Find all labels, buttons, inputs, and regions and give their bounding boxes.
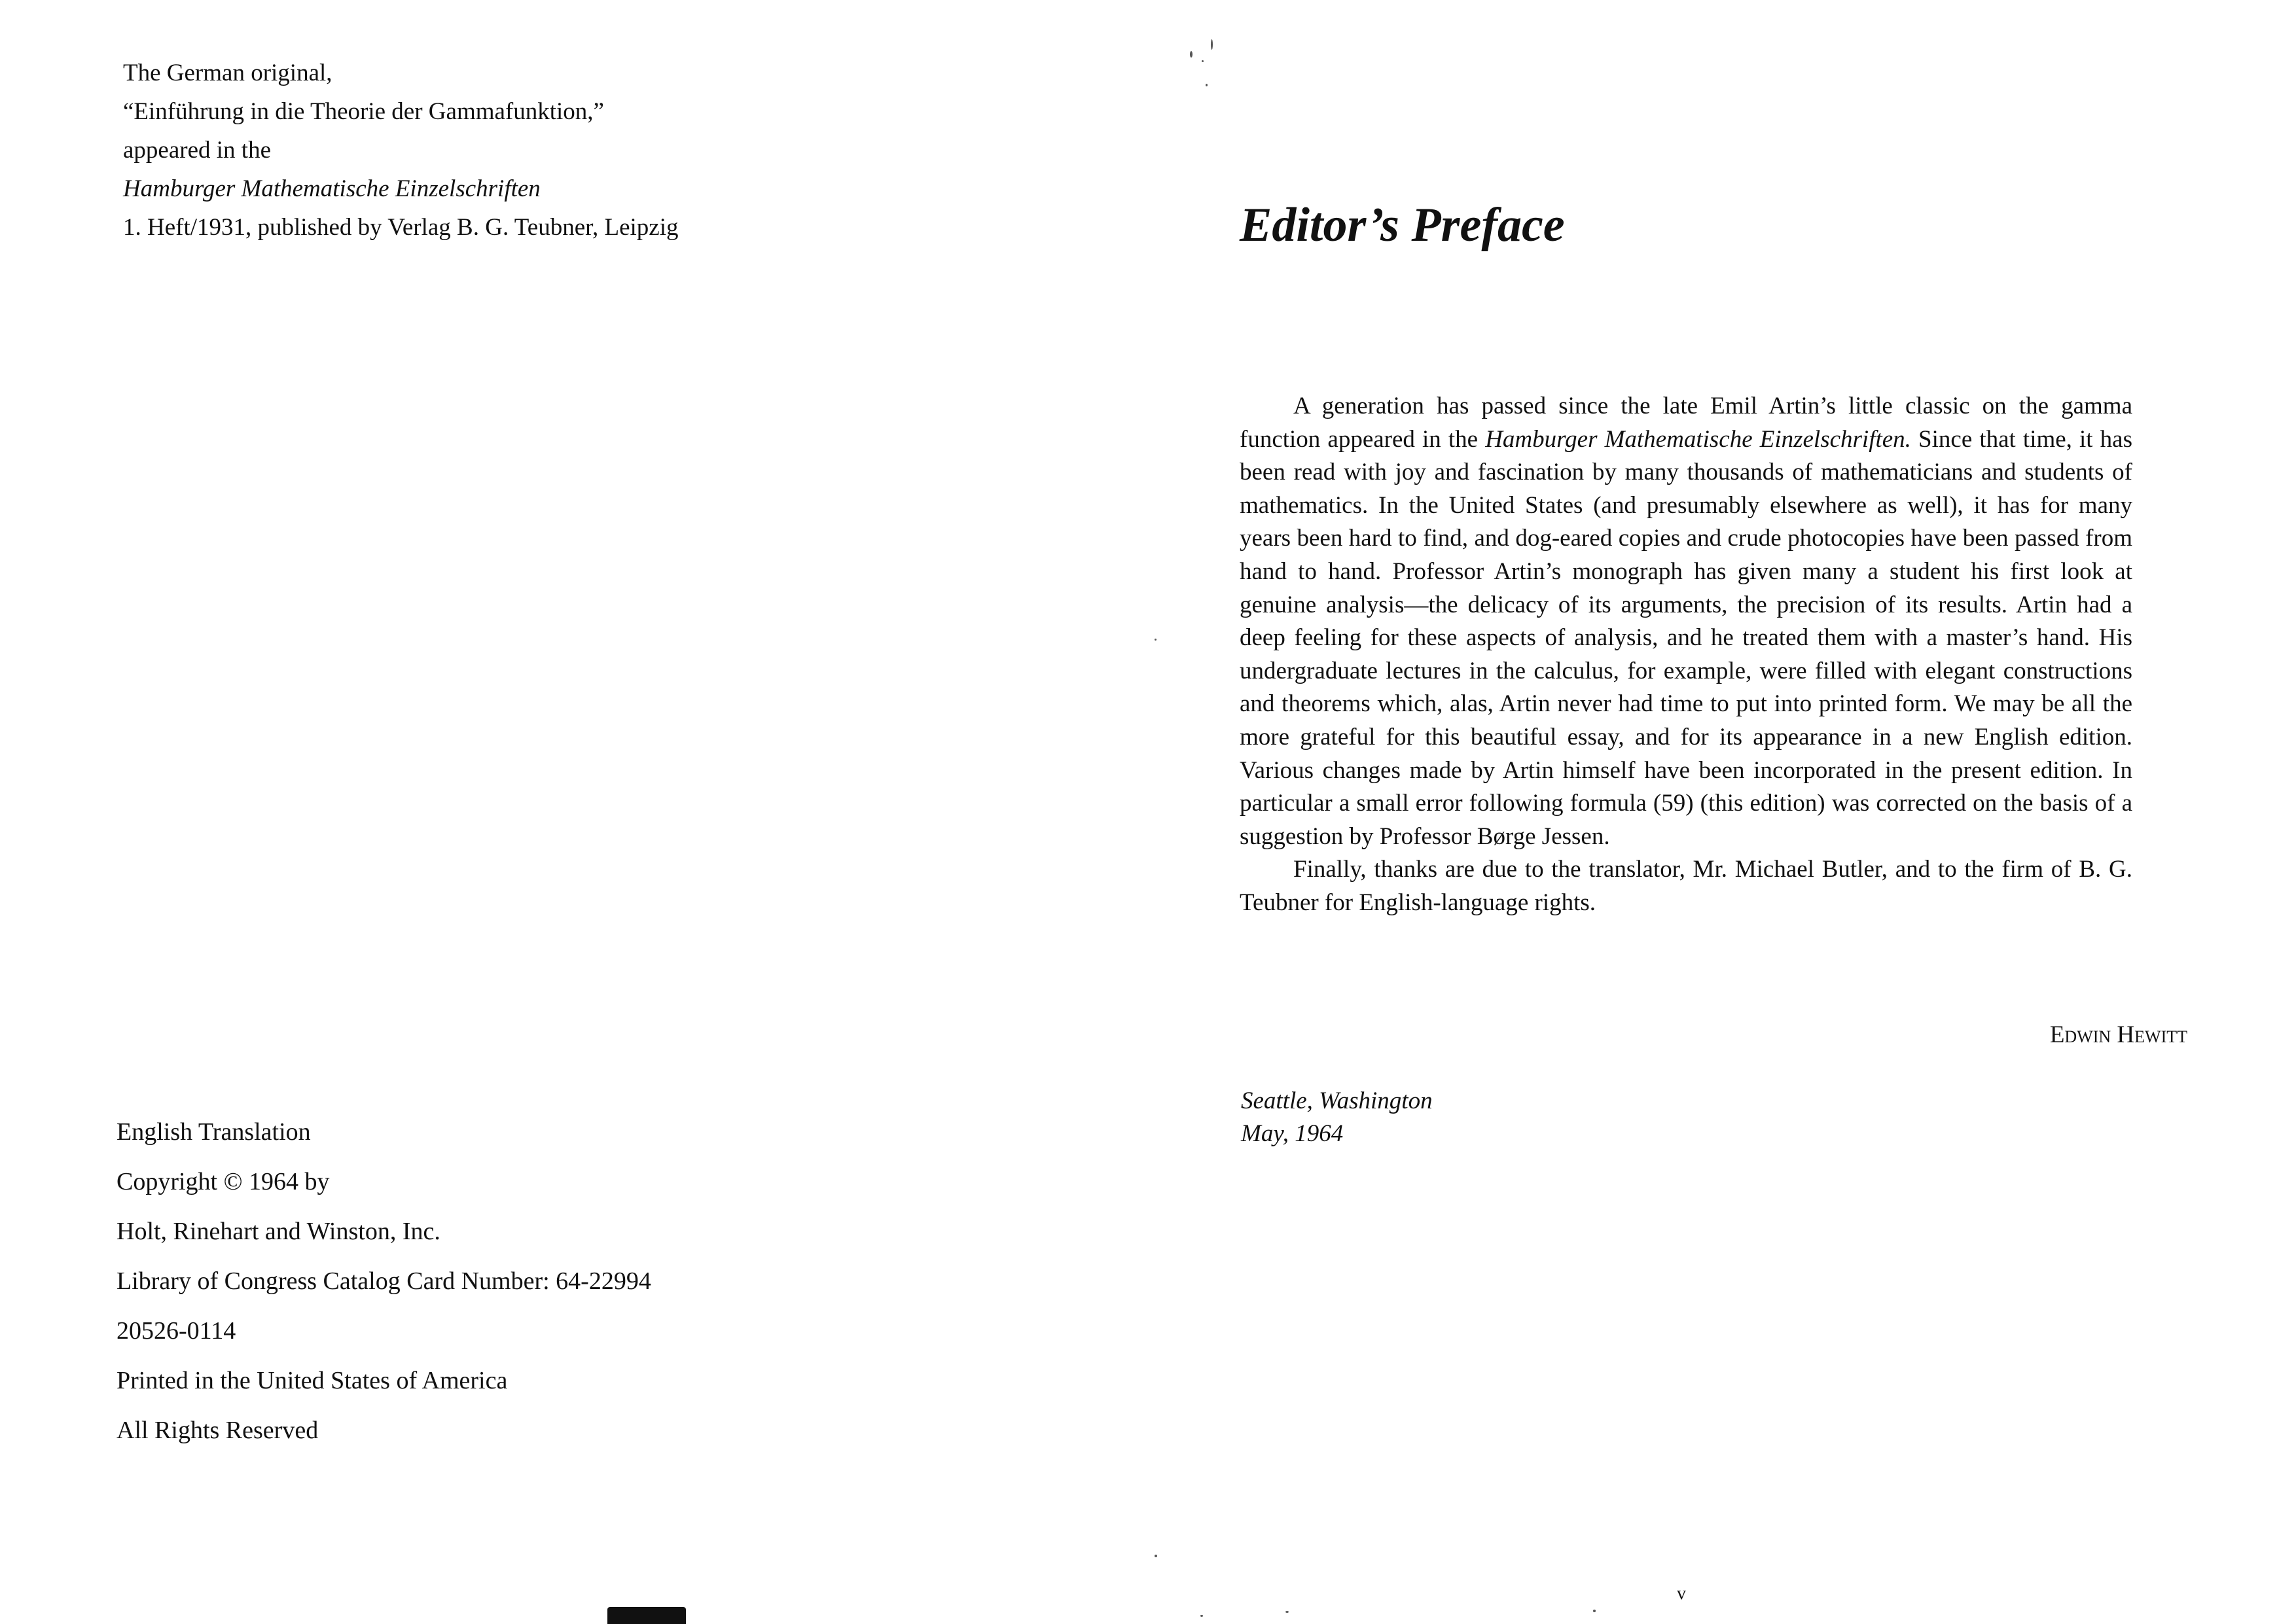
preface-body: [1240, 390, 2132, 920]
page-title: Editor’s Preface: [1240, 198, 1565, 252]
paragraph-text: Since that time, it has been read with joy and fascination by many thousands of mathematicians and students of mathematics. In the United States (and presumably elsewhere as well), it has for many years been hard to find, and dog-eared copies and crude photocopies have been passed from hand to hand. Professor Artin’s monograph has given many a student his first look at genuine analysis—the delicacy of its arguments, the precision of its results. Artin had a deep feeling for these aspects of analysis, and he treated them with a master’s hand. His undergraduate lectures in the calculus, for example, were filled with elegant constructions and theorems which, alas, Artin never had time to put into printed form. We may be all the more grateful for this beautiful essay, and for its appearance in a new English edition. Various changes made by Artin himself have been incorporated in the present edition. In particular a small error following formula (59) (this edition) was corrected on the basis of a suggestion by Professor Børge Jessen.: [1240, 425, 2132, 850]
copyright-line: Copyright © 1964 by: [117, 1168, 330, 1195]
copyright-line: All Rights Reserved: [117, 1417, 319, 1444]
left-page: [0, 0, 1148, 1622]
copyright-line: English Translation: [117, 1118, 311, 1146]
scan-speck: [1593, 1610, 1596, 1612]
scan-speck: [1155, 639, 1157, 641]
scan-speck: [1202, 60, 1204, 62]
scan-smudge: [607, 1607, 686, 1624]
scan-speck: [1285, 1611, 1289, 1613]
series-title: Hamburger Mathematische Einzelschriften.: [1485, 425, 1911, 453]
copyright-line: Library of Congress Catalog Card Number: 64-22994: [117, 1267, 651, 1295]
place: Seattle, Washington: [1241, 1087, 1433, 1114]
preface-paragraph: [1240, 390, 2132, 853]
preface-paragraph: Finally, thanks are due to the translator, Mr. Michael Butler, and to the firm of B. G. Teubner for English-language rights.: [1240, 856, 2132, 916]
notice-line: “Einführung in die Theorie der Gammafunktion,”: [123, 98, 604, 125]
notice-series-title: Hamburger Mathematische Einzelschriften: [123, 175, 541, 202]
scan-speck: [1155, 1555, 1157, 1557]
right-page: [1148, 0, 2296, 1622]
copyright-line: Printed in the United States of America: [117, 1367, 508, 1394]
scan-speck: [1200, 1615, 1203, 1617]
notice-line: 1. Heft/1931, published by Verlag B. G. Teubner, Leipzig: [123, 214, 679, 241]
notice-line: appeared in the: [123, 137, 271, 164]
notice-line: The German original,: [123, 60, 332, 86]
editor-signature: Edwin Hewitt: [2049, 1021, 2187, 1048]
scan-speck: [1206, 84, 1208, 86]
page-number: v: [1677, 1583, 1686, 1604]
copyright-line: 20526-0114: [117, 1317, 236, 1345]
paragraph-text: A generation has passed since the late Emil Artin’s little classic on the gamma function appeared in the: [1240, 393, 2132, 453]
place-and-date: [1241, 1085, 1433, 1150]
scan-speck: [1211, 39, 1213, 50]
original-edition-notice: [123, 54, 679, 247]
copyright-line: Holt, Rinehart and Winston, Inc.: [117, 1218, 440, 1245]
date: May, 1964: [1241, 1120, 1344, 1147]
copyright-block: [117, 1107, 651, 1455]
scan-speck: [1190, 51, 1193, 58]
